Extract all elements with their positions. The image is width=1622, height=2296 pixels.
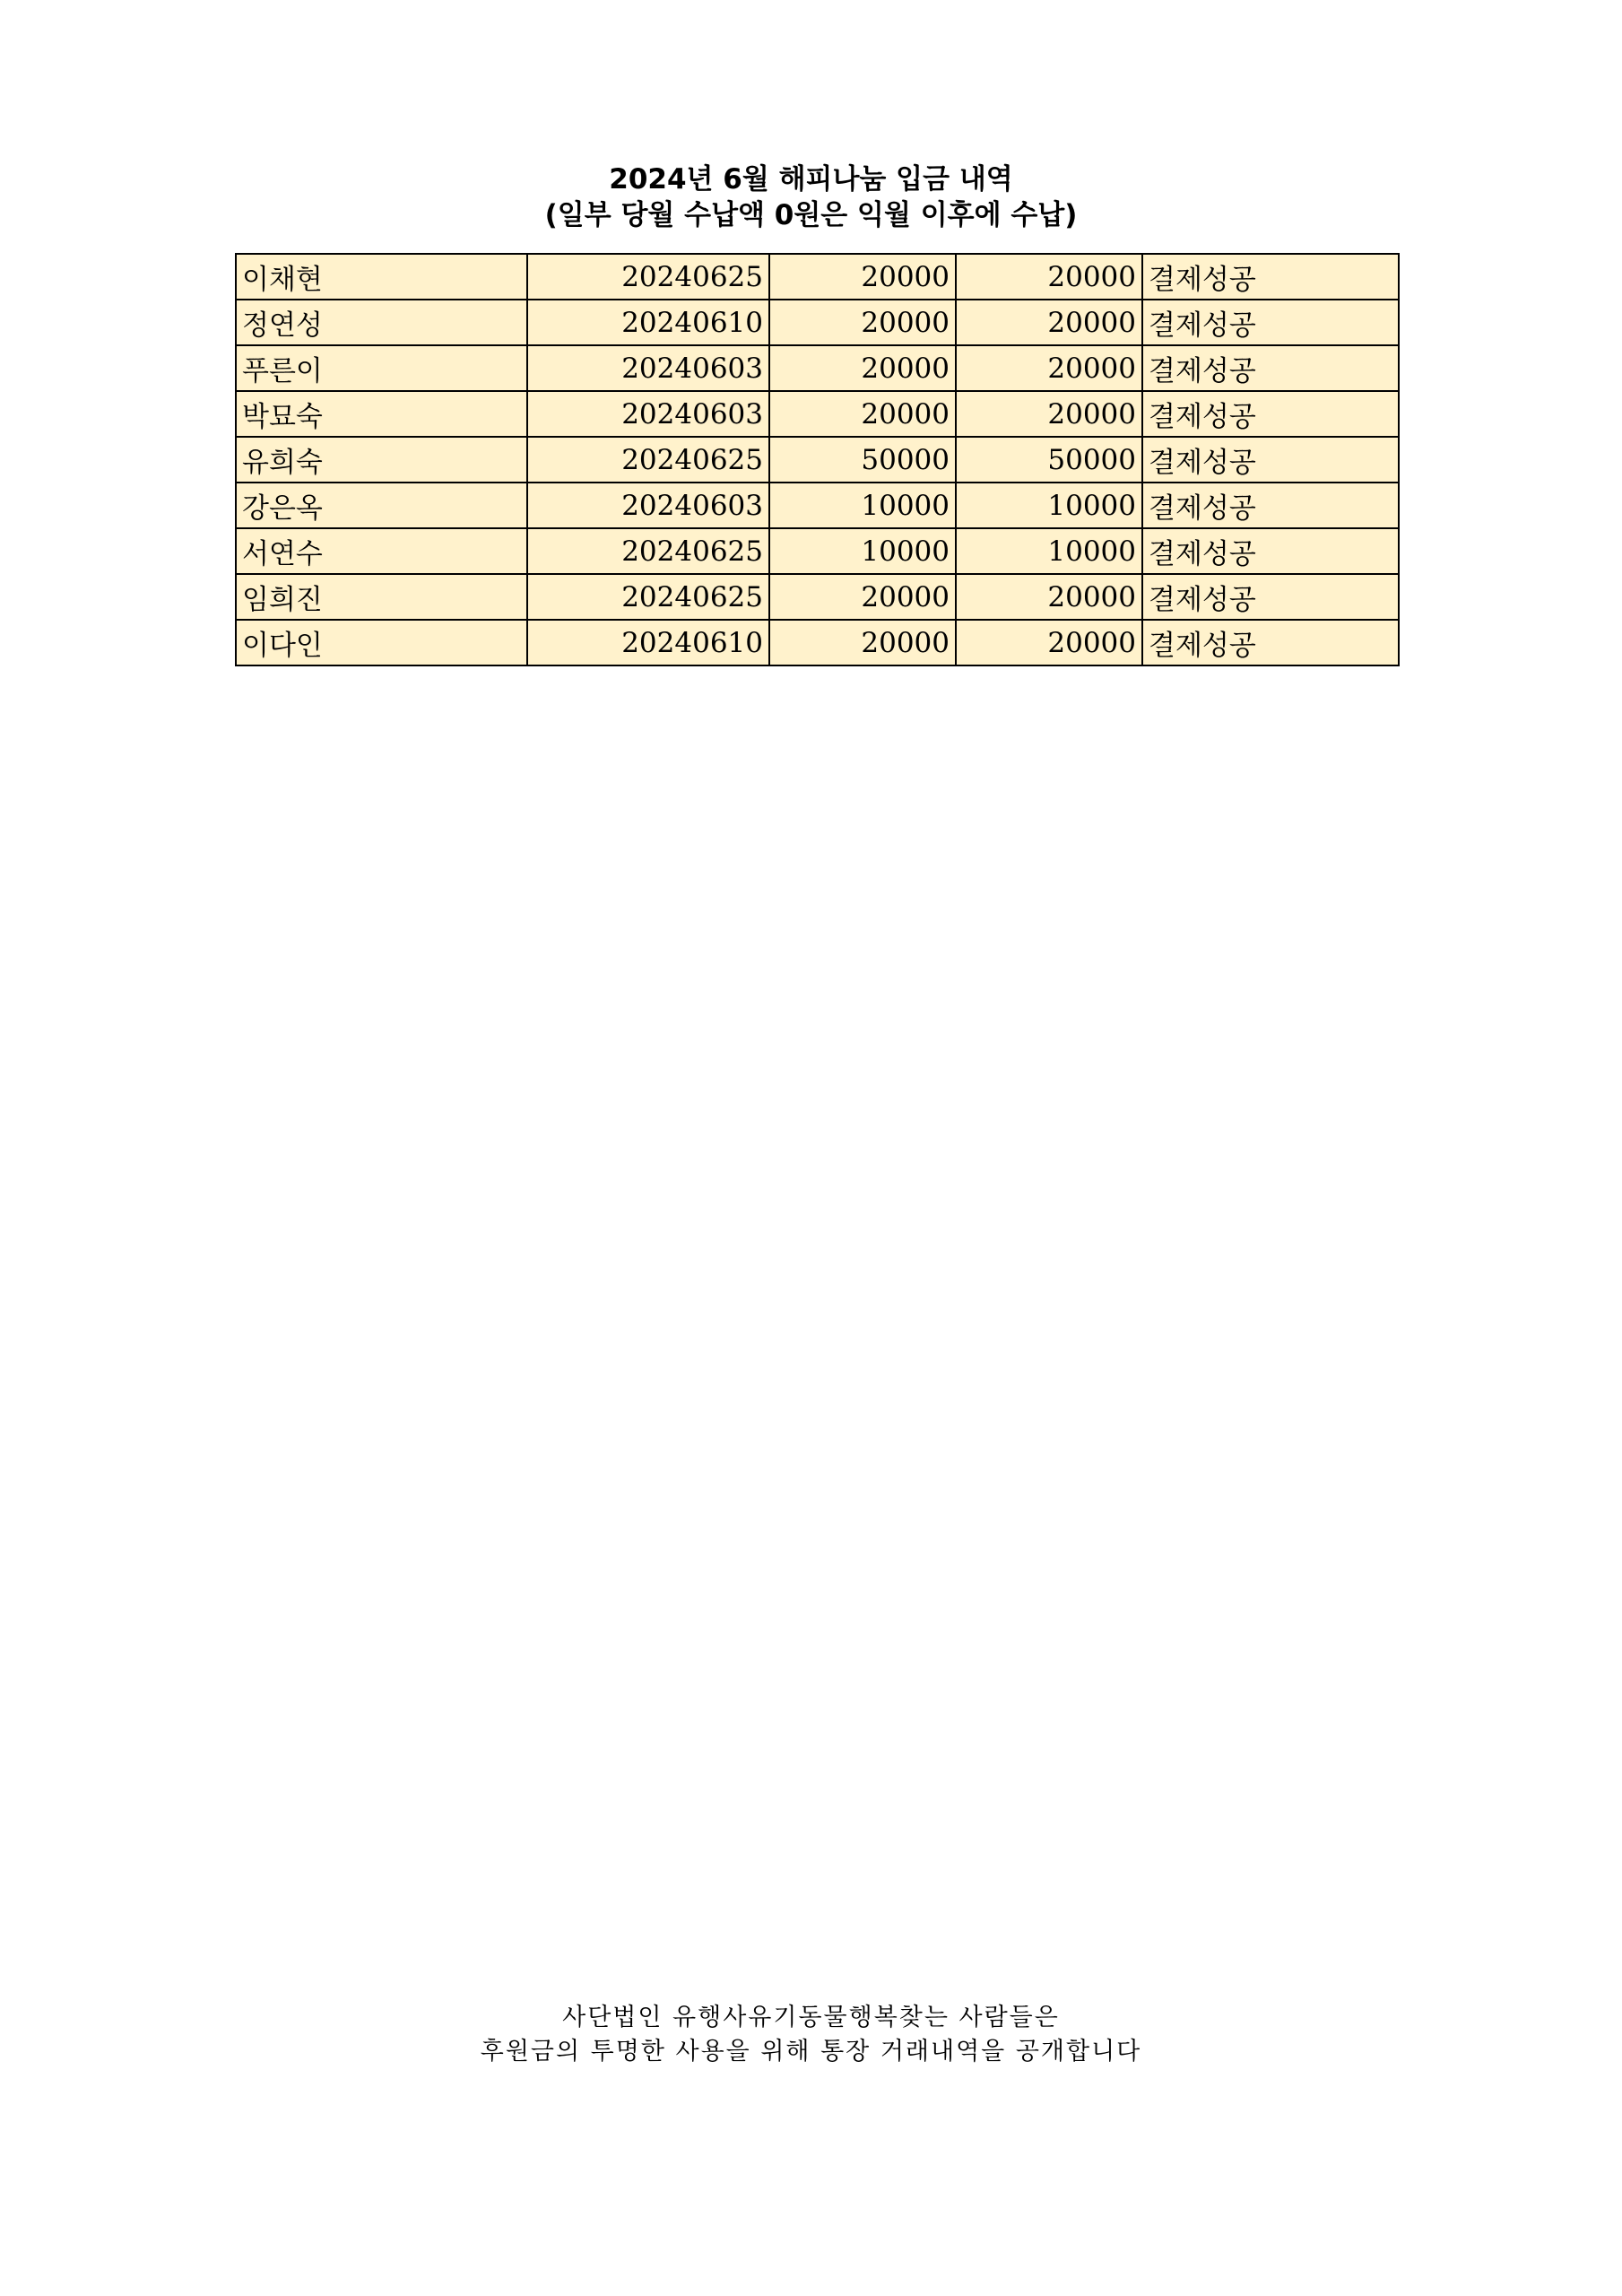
deposit-table [235,253,1400,666]
amount-cell: 20000 [769,620,956,665]
table-row [236,254,1399,300]
table-row [236,437,1399,483]
date-cell: 20240625 [527,254,769,300]
paid-amount-cell: 20000 [956,345,1142,391]
date-cell: 20240610 [527,620,769,665]
donor-name-cell: 박묘숙 [236,391,527,437]
table-row [236,620,1399,665]
amount-cell: 20000 [769,391,956,437]
amount-cell: 50000 [769,437,956,483]
status-cell: 결제성공 [1142,300,1399,345]
donor-name-cell: 이채현 [236,254,527,300]
paid-amount-cell: 20000 [956,620,1142,665]
status-cell: 결제성공 [1142,483,1399,528]
paid-amount-cell: 50000 [956,437,1142,483]
status-cell: 결제성공 [1142,620,1399,665]
donor-name-cell: 서연수 [236,528,527,574]
amount-cell: 10000 [769,528,956,574]
date-cell: 20240603 [527,345,769,391]
footer-note [0,2001,1622,2069]
table-row [236,528,1399,574]
donor-name-cell: 유희숙 [236,437,527,483]
donor-name-cell: 이다인 [236,620,527,665]
date-cell: 20240603 [527,391,769,437]
paid-amount-cell: 10000 [956,483,1142,528]
document-title: 2024년 6월 해피나눔 입금 내역 [609,163,1013,196]
status-cell: 결제성공 [1142,254,1399,300]
amount-cell: 20000 [769,574,956,620]
table-row [236,483,1399,528]
footer-line-2: 후원금의 투명한 사용을 위해 통장 거래내역을 공개합니다 [480,2038,1142,2066]
footer-line-1: 사단법인 유행사유기동물행복찾는 사람들은 [562,2004,1060,2031]
amount-cell: 20000 [769,254,956,300]
amount-cell: 10000 [769,483,956,528]
status-cell: 결제성공 [1142,437,1399,483]
table-row [236,300,1399,345]
date-cell: 20240603 [527,483,769,528]
paid-amount-cell: 20000 [956,391,1142,437]
donor-name-cell: 임희진 [236,574,527,620]
paid-amount-cell: 10000 [956,528,1142,574]
status-cell: 결제성공 [1142,528,1399,574]
page-title [0,161,1622,233]
date-cell: 20240610 [527,300,769,345]
status-cell: 결제성공 [1142,345,1399,391]
date-cell: 20240625 [527,574,769,620]
status-cell: 결제성공 [1142,391,1399,437]
date-cell: 20240625 [527,528,769,574]
amount-cell: 20000 [769,300,956,345]
donor-name-cell: 정연성 [236,300,527,345]
paid-amount-cell: 20000 [956,254,1142,300]
donor-name-cell: 강은옥 [236,483,527,528]
donor-name-cell: 푸른이 [236,345,527,391]
amount-cell: 20000 [769,345,956,391]
table-row [236,574,1399,620]
date-cell: 20240625 [527,437,769,483]
table-row [236,391,1399,437]
table-row [236,345,1399,391]
deposit-table-body [236,254,1399,665]
paid-amount-cell: 20000 [956,574,1142,620]
status-cell: 결제성공 [1142,574,1399,620]
paid-amount-cell: 20000 [956,300,1142,345]
document-subtitle: (일부 당월 수납액 0원은 익월 이후에 수납) [544,199,1078,231]
